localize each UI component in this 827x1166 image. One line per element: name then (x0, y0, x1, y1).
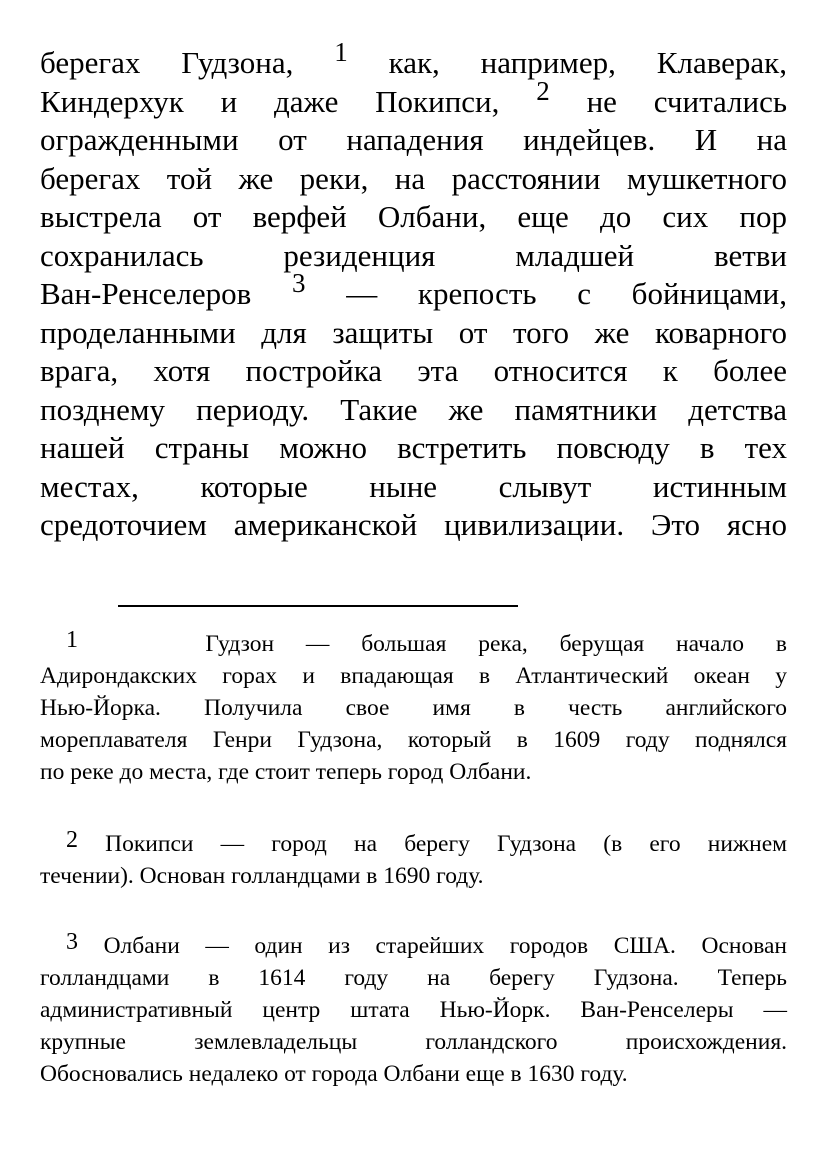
footnote-number: 3 (66, 929, 78, 955)
footnote-separator (118, 605, 518, 607)
footnote-line: административный центр штата Нью-Йорк. Ван-Ренселеры — (40, 997, 787, 1023)
footnote-line: по реке до места, где стоит теперь город Олбани. (40, 759, 532, 785)
footnote-line: крупные землевладельцы голландского происхождения. (40, 1029, 787, 1055)
text-line (40, 268, 788, 314)
footnote-line: голландцами в 1614 году на берегу Гудзона. Теперь (40, 965, 787, 991)
text-segment: — крепость с бойницами, (346, 276, 788, 311)
text-line: местах, которые ныне слывут истинным (40, 468, 787, 504)
footnote-line: Адирондакских горах и впадающая в Атлантический океан у (40, 663, 787, 689)
text-line (40, 75, 788, 122)
footnote-ref-1[interactable]: 1 (334, 37, 348, 67)
text-segment: Ван-Ренселеров (40, 276, 252, 311)
text-segment: не считались (586, 83, 788, 119)
footnote-number: 2 (66, 827, 78, 853)
main-text-block (40, 37, 788, 545)
footnote-line: Обосновались недалеко от города Олбани еще в 1630 году. (40, 1061, 628, 1087)
footnote-2 (40, 828, 787, 892)
text-line: сохранилась резиденция младшей ветви (40, 237, 787, 273)
text-segment: как, например, Клаверак, (388, 45, 787, 80)
text-line: выстрела от верфей Олбани, еще до сих пор (40, 199, 787, 234)
text-segment: Гудзон — большая река, берущая начало в (205, 631, 787, 657)
text-line: огражденными от нападения индейцев. И на (40, 122, 787, 157)
footnote-line (40, 930, 787, 962)
footnote-line (40, 628, 787, 660)
text-line: берегах той же реки, на расстоянии мушкетного (40, 160, 787, 196)
main-paragraph (40, 37, 788, 545)
footnote-number: 1 (66, 627, 78, 653)
text-line: проделанными для защиты от того же коварного (40, 314, 787, 350)
footnote-3 (40, 930, 787, 1090)
text-segment: Олбани — один из старейших городов США. Основан (103, 933, 787, 959)
text-segment: берегах Гудзона, (40, 45, 294, 80)
footnote-1 (40, 628, 787, 788)
footnote-line: течении). Основан голландцами в 1690 году. (40, 863, 484, 889)
text-segment: Киндерхук и даже Покипси, (40, 83, 500, 119)
text-line: позднему периоду. Такие же памятники детства (40, 391, 787, 427)
text-line: средоточием американской цивилизации. Это ясно (40, 507, 787, 542)
text-line (40, 37, 787, 83)
footnote-ref-3[interactable]: 3 (292, 268, 306, 298)
text-line: нашей страны можно встретить повсюду в тех (40, 430, 787, 465)
footnote-line (40, 828, 787, 860)
footnote-line: Нью-Йорка. Получила свое имя в честь английского (40, 695, 787, 721)
text-segment: Покипси — город на берегу Гудзона (в его нижнем (105, 831, 788, 857)
text-line: врага, хотя постройка эта относится к более (40, 353, 787, 388)
footnote-line: мореплавателя Генри Гудзона, который в 1609 году поднялся (40, 727, 787, 753)
footnote-ref-2[interactable]: 2 (536, 75, 550, 106)
